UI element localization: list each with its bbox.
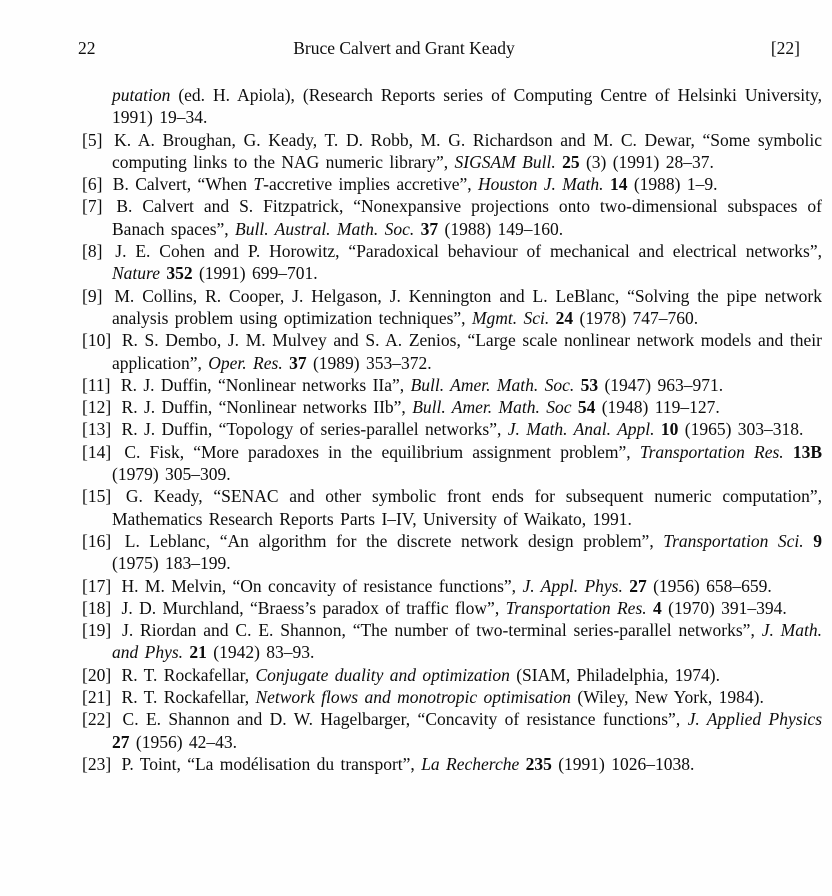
reference-entry [82,686,822,708]
header-citation-number: [22] [770,38,800,58]
reference-text: P. Toint, “La modélisation du transport”, La Recherche 235 (1991) 1026–1038. [121,753,695,774]
reference-label: [9] [82,285,103,306]
reference-entry [82,84,822,129]
reference-text: R. T. Rockafellar, Conjugate duality and optimization (SIAM, Philadelphia, 1974). [121,664,721,685]
reference-text: R. S. Dembo, J. M. Mulvey and S. A. Zenios, “Large scale nonlinear network models and their application”, Oper. Res. 37 (1989) 353–372. [112,330,822,373]
reference-text: J. Riordan and C. E. Shannon, “The number of two-terminal series-parallel networks”, J. Math. and Phys. 21 (1942) 83–93. [112,620,822,663]
reference-label: [21] [82,687,112,708]
reference-entry [82,374,822,396]
reference-entry [82,129,822,174]
reference-label: [15] [82,486,112,507]
reference-text: J. E. Cohen and P. Horowitz, “Paradoxical behaviour of mechanical and electrical networks”, Nature 352 (1991) 699–701. [112,241,823,284]
reference-entry [82,619,822,664]
reference-text: M. Collins, R. Cooper, J. Helgason, J. Kennington and L. LeBlanc, “Solving the pipe network analysis problem using optimization techniques”, Mgmt. Sci. 24 (1978) 747–760. [112,285,823,328]
reference-label: [14] [82,441,112,462]
reference-label: [17] [82,575,112,596]
reference-label: [16] [82,530,112,551]
reference-text: L. Leblanc, “An algorithm for the discrete network design problem”, Transportation Sci. 9 (1975) 183–199. [112,530,823,574]
reference-entry [82,530,822,575]
reference-label: [18] [82,597,112,618]
reference-label: [13] [82,419,112,440]
reference-text: B. Calvert and S. Fitzpatrick, “Nonexpansive projections onto two-dimensional subspaces of Banach spaces”, Bull. Austral. Math. Soc. 37 (1988) 149–160. [112,196,822,239]
reference-label: [6] [82,174,103,195]
reference-text: R. J. Duffin, “Topology of series-parallel networks”, J. Math. Anal. Appl. 10 (1965) 303–318. [121,419,804,440]
reference-entry [82,240,822,285]
reference-entry [82,441,822,486]
page-number: 22 [78,38,96,58]
reference-entry [82,753,822,775]
reference-text: R. T. Rockafellar, Network flows and monotropic optimisation (Wiley, New York, 1984). [121,687,764,708]
reference-label: [23] [82,753,112,774]
reference-label: [22] [82,709,112,730]
reference-label: [7] [82,196,103,217]
reference-entry [82,396,822,418]
reference-entry [82,173,822,195]
reference-text: K. A. Broughan, G. Keady, T. D. Robb, M. G. Richardson and M. C. Dewar, “Some symbolic computing links to the NAG numeric library”, SIGSAM Bull. 25 (3) (1991) 28–37. [112,129,823,172]
reference-entry [82,708,822,753]
reference-entry [82,195,822,240]
reference-entry [82,575,822,597]
reference-label: [19] [82,620,112,641]
reference-label: [11] [82,374,111,395]
reference-entry [82,597,822,619]
references-list [82,84,822,775]
reference-label: [8] [82,241,103,262]
reference-text: G. Keady, “SENAC and other symbolic front ends for subsequent numeric computation”, Mathematics Research Reports Parts I–IV, University of Waikato, 1991. [112,486,822,529]
reference-entry [82,285,822,330]
reference-label: [10] [82,330,112,351]
reference-text: H. M. Melvin, “On concavity of resistance functions”, J. Appl. Phys. 27 (1956) 658–659. [121,575,772,596]
reference-text: R. J. Duffin, “Nonlinear networks IIb”, Bull. Amer. Math. Soc 54 (1948) 119–127. [121,397,720,418]
running-title: Bruce Calvert and Grant Keady [293,38,515,58]
reference-entry [82,329,822,374]
reference-text: B. Calvert, “When T-accretive implies accretive”, Houston J. Math. 14 (1988) 1–9. [112,174,718,195]
reference-text: C. Fisk, “More paradoxes in the equilibrium assignment problem”, Transportation Res. 13B (1979) 305–309. [112,441,823,485]
reference-text: C. E. Shannon and D. W. Hagelbarger, “Concavity of resistance functions”, J. Applied Physics 27 (1956) 42–43. [112,709,823,752]
reference-entry [82,418,822,440]
reference-text: J. D. Murchland, “Braess’s paradox of traffic flow”, Transportation Res. 4 (1970) 391–394. [121,597,787,618]
reference-text: putation (ed. H. Apiola), (Research Reports series of Computing Centre of Helsinki University, 1991) 19–34. [112,85,822,128]
reference-entry [82,485,822,530]
reference-label: [12] [82,397,112,418]
running-head [0,38,832,60]
reference-text: R. J. Duffin, “Nonlinear networks IIa”, Bull. Amer. Math. Soc. 53 (1947) 963–971. [120,374,724,395]
reference-entry [82,664,822,686]
reference-label: [5] [82,129,103,150]
reference-label: [20] [82,664,112,685]
